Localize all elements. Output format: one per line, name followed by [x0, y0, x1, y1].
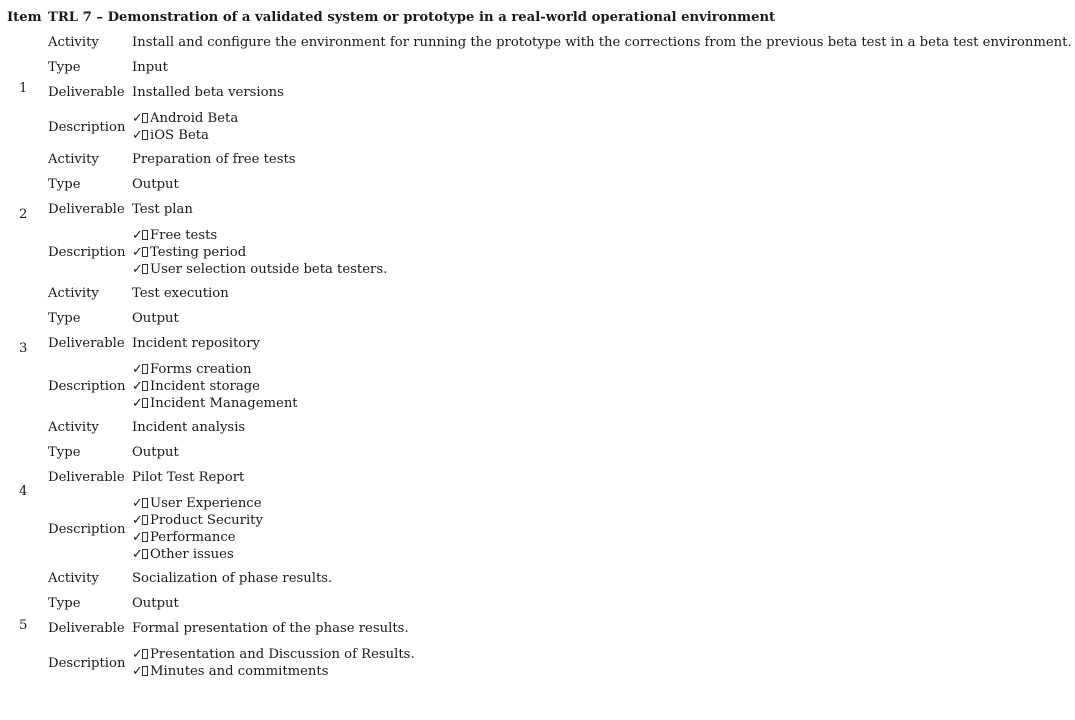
activity-value: Incident analysis [132, 420, 246, 435]
description-text: iOS Beta [150, 128, 209, 143]
checkmark-icon: ✓ [132, 396, 144, 411]
missing-glyph-box-icon [142, 549, 148, 559]
deliverable-label: Deliverable [48, 85, 125, 100]
missing-glyph-box-icon [142, 130, 148, 140]
description-text: Performance [150, 530, 236, 545]
description-text: User selection outside beta testers. [150, 262, 388, 277]
missing-glyph-box-icon [142, 381, 148, 391]
description-text: Android Beta [150, 111, 239, 126]
description-label: Description [48, 522, 126, 537]
missing-glyph-box-icon [142, 264, 148, 274]
checkmark-icon: ✓ [132, 513, 144, 528]
description-bullet [132, 395, 298, 412]
missing-glyph-box-icon [142, 498, 148, 508]
description-bullet [132, 663, 415, 680]
checkmark-icon: ✓ [132, 262, 144, 277]
type-value: Input [132, 60, 168, 75]
description-list [132, 227, 387, 278]
description-label: Description [48, 379, 126, 394]
description-bullet [132, 261, 387, 278]
description-text: Minutes and commitments [150, 664, 329, 679]
activity-value: Socialization of phase results. [132, 571, 333, 586]
type-value: Output [132, 311, 179, 326]
description-bullet [132, 646, 415, 663]
missing-glyph-box-icon [142, 230, 148, 240]
missing-glyph-box-icon [142, 247, 148, 257]
deliverable-label: Deliverable [48, 336, 125, 351]
type-value: Output [132, 177, 179, 192]
description-text: Incident storage [150, 379, 260, 394]
description-text: Product Security [150, 513, 263, 528]
deliverable-value: Installed beta versions [132, 85, 284, 100]
checkmark-icon: ✓ [132, 362, 144, 377]
description-list [132, 361, 298, 412]
type-value: Output [132, 445, 179, 460]
description-bullet [132, 361, 298, 378]
description-list [132, 110, 238, 144]
type-label: Type [48, 177, 81, 192]
type-label: Type [48, 445, 81, 460]
activity-label: Activity [48, 152, 99, 167]
checkmark-icon: ✓ [132, 379, 144, 394]
deliverable-value: Formal presentation of the phase results. [132, 621, 409, 636]
checkmark-icon: ✓ [132, 496, 144, 511]
missing-glyph-box-icon [142, 364, 148, 374]
type-label: Type [48, 60, 81, 75]
header-item: Item [7, 10, 42, 25]
deliverable-value: Pilot Test Report [132, 470, 245, 485]
description-text: Other issues [150, 547, 234, 562]
description-bullet [132, 110, 238, 127]
description-text: Forms creation [150, 362, 252, 377]
item-number-2: 2 [19, 207, 28, 222]
description-label: Description [48, 245, 126, 260]
deliverable-label: Deliverable [48, 470, 125, 485]
checkmark-icon: ✓ [132, 664, 144, 679]
description-bullet [132, 512, 263, 529]
missing-glyph-box-icon [142, 649, 148, 659]
missing-glyph-box-icon [142, 532, 148, 542]
checkmark-icon: ✓ [132, 647, 144, 662]
description-text: Incident Management [150, 396, 298, 411]
description-bullet [132, 546, 263, 563]
item-number-1: 1 [19, 81, 28, 96]
description-text: Presentation and Discussion of Results. [150, 647, 415, 662]
type-label: Type [48, 311, 81, 326]
description-text: Free tests [150, 228, 218, 243]
activity-label: Activity [48, 35, 99, 50]
missing-glyph-box-icon [142, 113, 148, 123]
description-bullet [132, 244, 387, 261]
activity-value: Test execution [132, 286, 229, 301]
description-text: Testing period [150, 245, 247, 260]
activity-value: Install and configure the environment for running the prototype with the corrections from the previous beta test in a beta test environment. [132, 35, 1072, 50]
description-text: User Experience [150, 496, 262, 511]
missing-glyph-box-icon [142, 515, 148, 525]
header-title: TRL 7 – Demonstration of a validated system or prototype in a real-world operational environment [48, 10, 776, 25]
type-value: Output [132, 596, 179, 611]
description-list [132, 495, 263, 563]
description-bullet [132, 227, 387, 244]
deliverable-value: Test plan [132, 202, 193, 217]
checkmark-icon: ✓ [132, 547, 144, 562]
deliverable-label: Deliverable [48, 621, 125, 636]
activity-label: Activity [48, 286, 99, 301]
description-bullet [132, 127, 238, 144]
item-number-3: 3 [19, 341, 28, 356]
checkmark-icon: ✓ [132, 228, 144, 243]
missing-glyph-box-icon [142, 666, 148, 676]
activity-label: Activity [48, 420, 99, 435]
activity-value: Preparation of free tests [132, 152, 296, 167]
description-bullet [132, 529, 263, 546]
type-label: Type [48, 596, 81, 611]
description-list [132, 646, 415, 680]
checkmark-icon: ✓ [132, 128, 144, 143]
deliverable-value: Incident repository [132, 336, 261, 351]
checkmark-icon: ✓ [132, 245, 144, 260]
deliverable-label: Deliverable [48, 202, 125, 217]
checkmark-icon: ✓ [132, 530, 144, 545]
description-label: Description [48, 120, 126, 135]
description-bullet [132, 378, 298, 395]
missing-glyph-box-icon [142, 398, 148, 408]
item-number-5: 5 [19, 618, 28, 633]
activity-label: Activity [48, 571, 99, 586]
item-number-4: 4 [19, 484, 28, 499]
checkmark-icon: ✓ [132, 111, 144, 126]
description-label: Description [48, 656, 126, 671]
description-bullet [132, 495, 263, 512]
